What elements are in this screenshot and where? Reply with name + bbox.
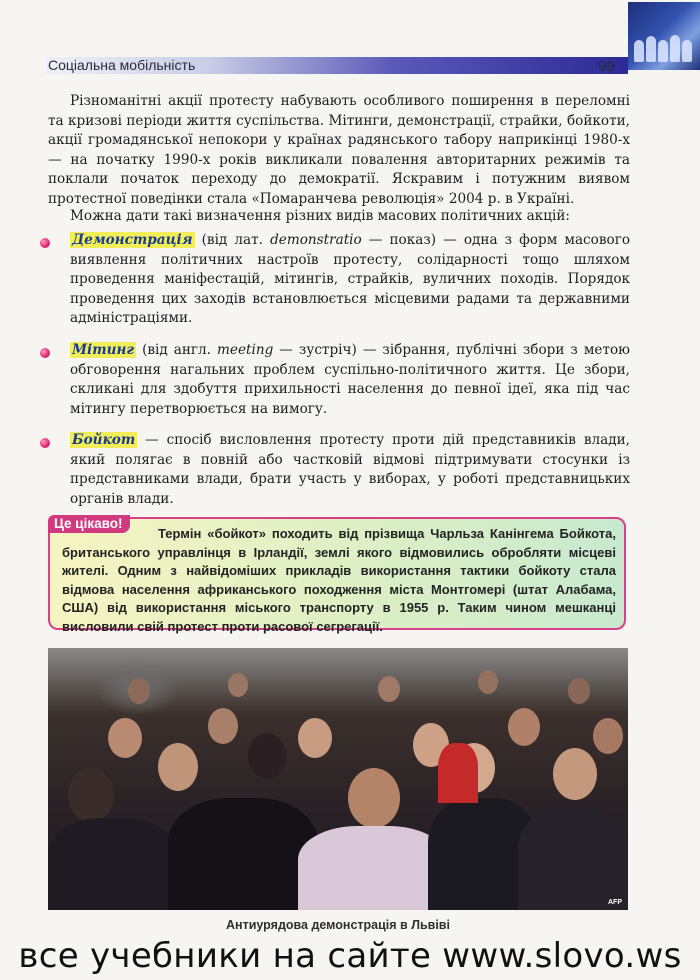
term-meeting: Мітинг [72,342,135,358]
photo-credit: AFP [608,899,622,906]
section-title: Соціальна мобільність [48,57,196,73]
page-number: 99 [598,58,615,75]
definition-meeting: Мітинг (від англ. meeting — зустріч) — зібрання, публічні збори з метою обговорення нагальних проблем суспільно-політичного життя. Це збори, скликані для здобуття прихильності населення до певної ідеї, яка під час мітингу перетворюється на вимогу. [70,342,630,417]
crowd-photo [48,648,628,910]
bullet-icon [40,238,50,248]
definition-boycott: Бойкот — спосіб висловлення протесту проти дій представників влади, який полягає в повній або частковій відмові підтримувати стосунки із представниками влади, брати участь у виборах, у роботі представницьких органів влади. [70,432,630,507]
term-boycott: Бойкот [72,432,136,448]
bullet-icon [40,438,50,448]
photo-caption: Антиурядова демонстрація в Львіві [226,918,450,932]
definitions-lead: Можна дати такі визначення різних видів масових політичних акцій: [70,208,570,224]
bullet-icon [40,348,50,358]
term-demonstration: Демонстрація [72,232,193,248]
info-box-label: Це цікаво! [48,515,130,533]
definition-demonstration: Демонстрація (від лат. demonstratio — показ) — одна з форм масового виявлення політичних настроїв протесту, солідарності тощо шляхом проведення маніфестацій, мітингів, страйків, вуличних походів. Порядок проведення цих заходів встановлюється місцевими радами та державними адміністраціями. [70,232,630,327]
info-box-text: Термін «бойкот» походить від прізвища Чарльза Канінгема Бойкота, британського управлінця в Ірландії, землі якого відмовились обробляти місцеві жителі. Одним з найвідоміших прикладів використання тактики бойкоту стала відмова населення африканського походження міста Монтгомері (штат Алабама, США) від використання міського транспорту в 1955 р. Таким чином мешканці висловили свій протест проти расової сегрегації. [62,526,616,634]
chapter-thumbnail-image [628,2,700,70]
footer-watermark-text: все учебники на сайте www.slovo.ws [18,936,682,976]
intro-paragraph: Різноманітні акції протесту набувають особливого поширення в переломні та кризові періоди життя суспільства. Мітинги, демонстрації, страйки, бойкоти, акції громадянської непокори у країнах радянського табору наприкінці 1980-х — на початку 1990-х років викликали повалення авторитарних режимів та поклали початок переходу до демократії. Яскравим і потужним виявом протестної поведінки стала «Помаранчева революція» 2004 р. в Україні. [48,93,630,207]
